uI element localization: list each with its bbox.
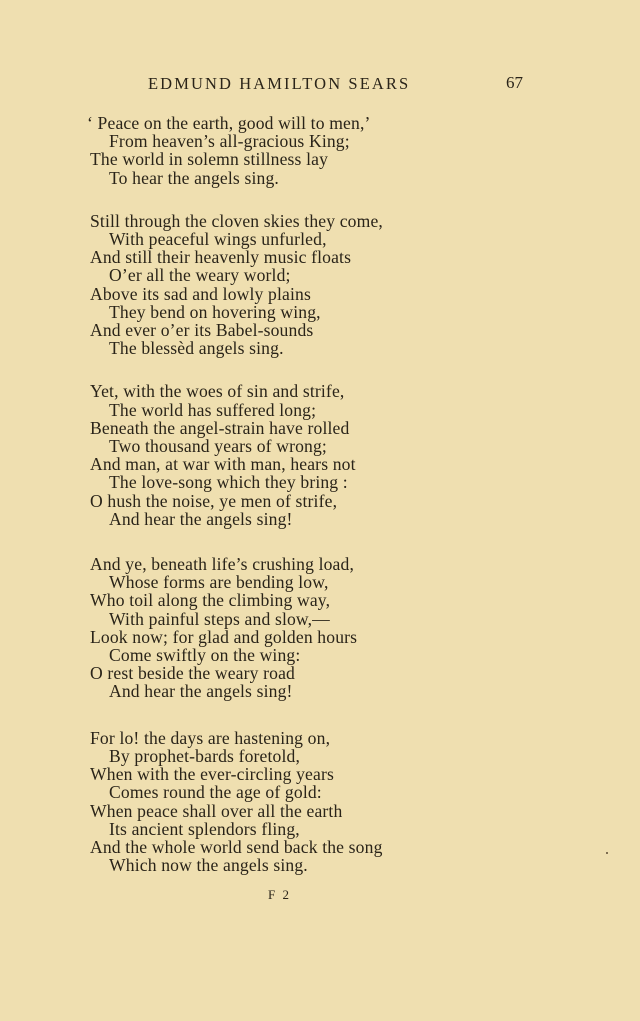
poem-line: Look now; for glad and golden hours: [90, 626, 358, 647]
poem-line: Which now the angels sing.: [109, 855, 308, 876]
stanza-5: [90, 729, 480, 875]
poem-line: When peace shall over all the earth: [90, 800, 343, 821]
poem-line: And man, at war with man, hears not: [90, 454, 356, 475]
paper-speck: [606, 852, 608, 854]
signature-mark: F 2: [268, 887, 291, 902]
poem-line: The love-song which they bring :: [109, 472, 348, 493]
poem-line: To hear the angels sing.: [109, 167, 279, 188]
stanza-2: [90, 212, 480, 358]
poem-line: And hear the angels sing!: [109, 681, 293, 702]
poem-line: Yet, with the woes of sin and strife,: [90, 381, 345, 402]
poem-line: For lo! the days are hastening on,: [90, 727, 331, 748]
poem-line: And ever o’er its Babel-sounds: [90, 320, 314, 341]
poem-line: Who toil along the climbing way,: [90, 590, 331, 611]
page-number: 67: [506, 73, 523, 92]
poem-line: O hush the noise, ye men of strife,: [90, 490, 338, 511]
poem-line: The blessèd angels sing.: [109, 338, 284, 359]
poem-line: When with the ever-circling years: [90, 764, 334, 785]
poem-line: And hear the angels sing!: [109, 508, 293, 529]
poem-line: O’er all the weary world;: [109, 265, 291, 286]
poem-line: Whose forms are bending low,: [109, 572, 329, 593]
poem-line: And still their heavenly music floats: [90, 247, 352, 268]
stanza-1: [87, 113, 480, 188]
poem-line: Still through the cloven skies they come,: [90, 210, 383, 231]
poem-line: With painful steps and slow,—: [109, 608, 330, 629]
poem-line: Two thousand years of wrong;: [109, 436, 327, 457]
poem-line: The world in solemn stillness lay: [90, 149, 329, 170]
poem-line: And ye, beneath life’s crushing load,: [90, 554, 355, 575]
running-head: EDMUND HAMILTON SEARS: [148, 74, 411, 93]
poem-line: O rest beside the weary road: [90, 663, 295, 684]
poem-line: From heaven’s all-gracious King;: [109, 131, 350, 152]
poem-line: Come swiftly on the wing:: [109, 645, 301, 666]
poem-line: By prophet-bards foretold,: [109, 745, 301, 766]
stanza-3: [90, 382, 480, 528]
poem-line: Its ancient splendors fling,: [109, 818, 300, 839]
poem: [87, 113, 480, 876]
poem-line: Comes round the age of gold:: [109, 782, 322, 803]
poem-line: The world has suffered long;: [109, 399, 317, 420]
poem-line: Above its sad and lowly plains: [90, 283, 311, 304]
poem-line: They bend on hovering wing,: [109, 301, 321, 322]
poem-line: And the whole world send back the song: [90, 836, 383, 857]
stanza-4: [90, 555, 480, 701]
poem-line: ‘ Peace on the earth, good will to men,’: [87, 113, 371, 133]
poem-line: Beneath the angel-strain have rolled: [90, 417, 350, 438]
poem-line: With peaceful wings unfurled,: [109, 229, 327, 250]
